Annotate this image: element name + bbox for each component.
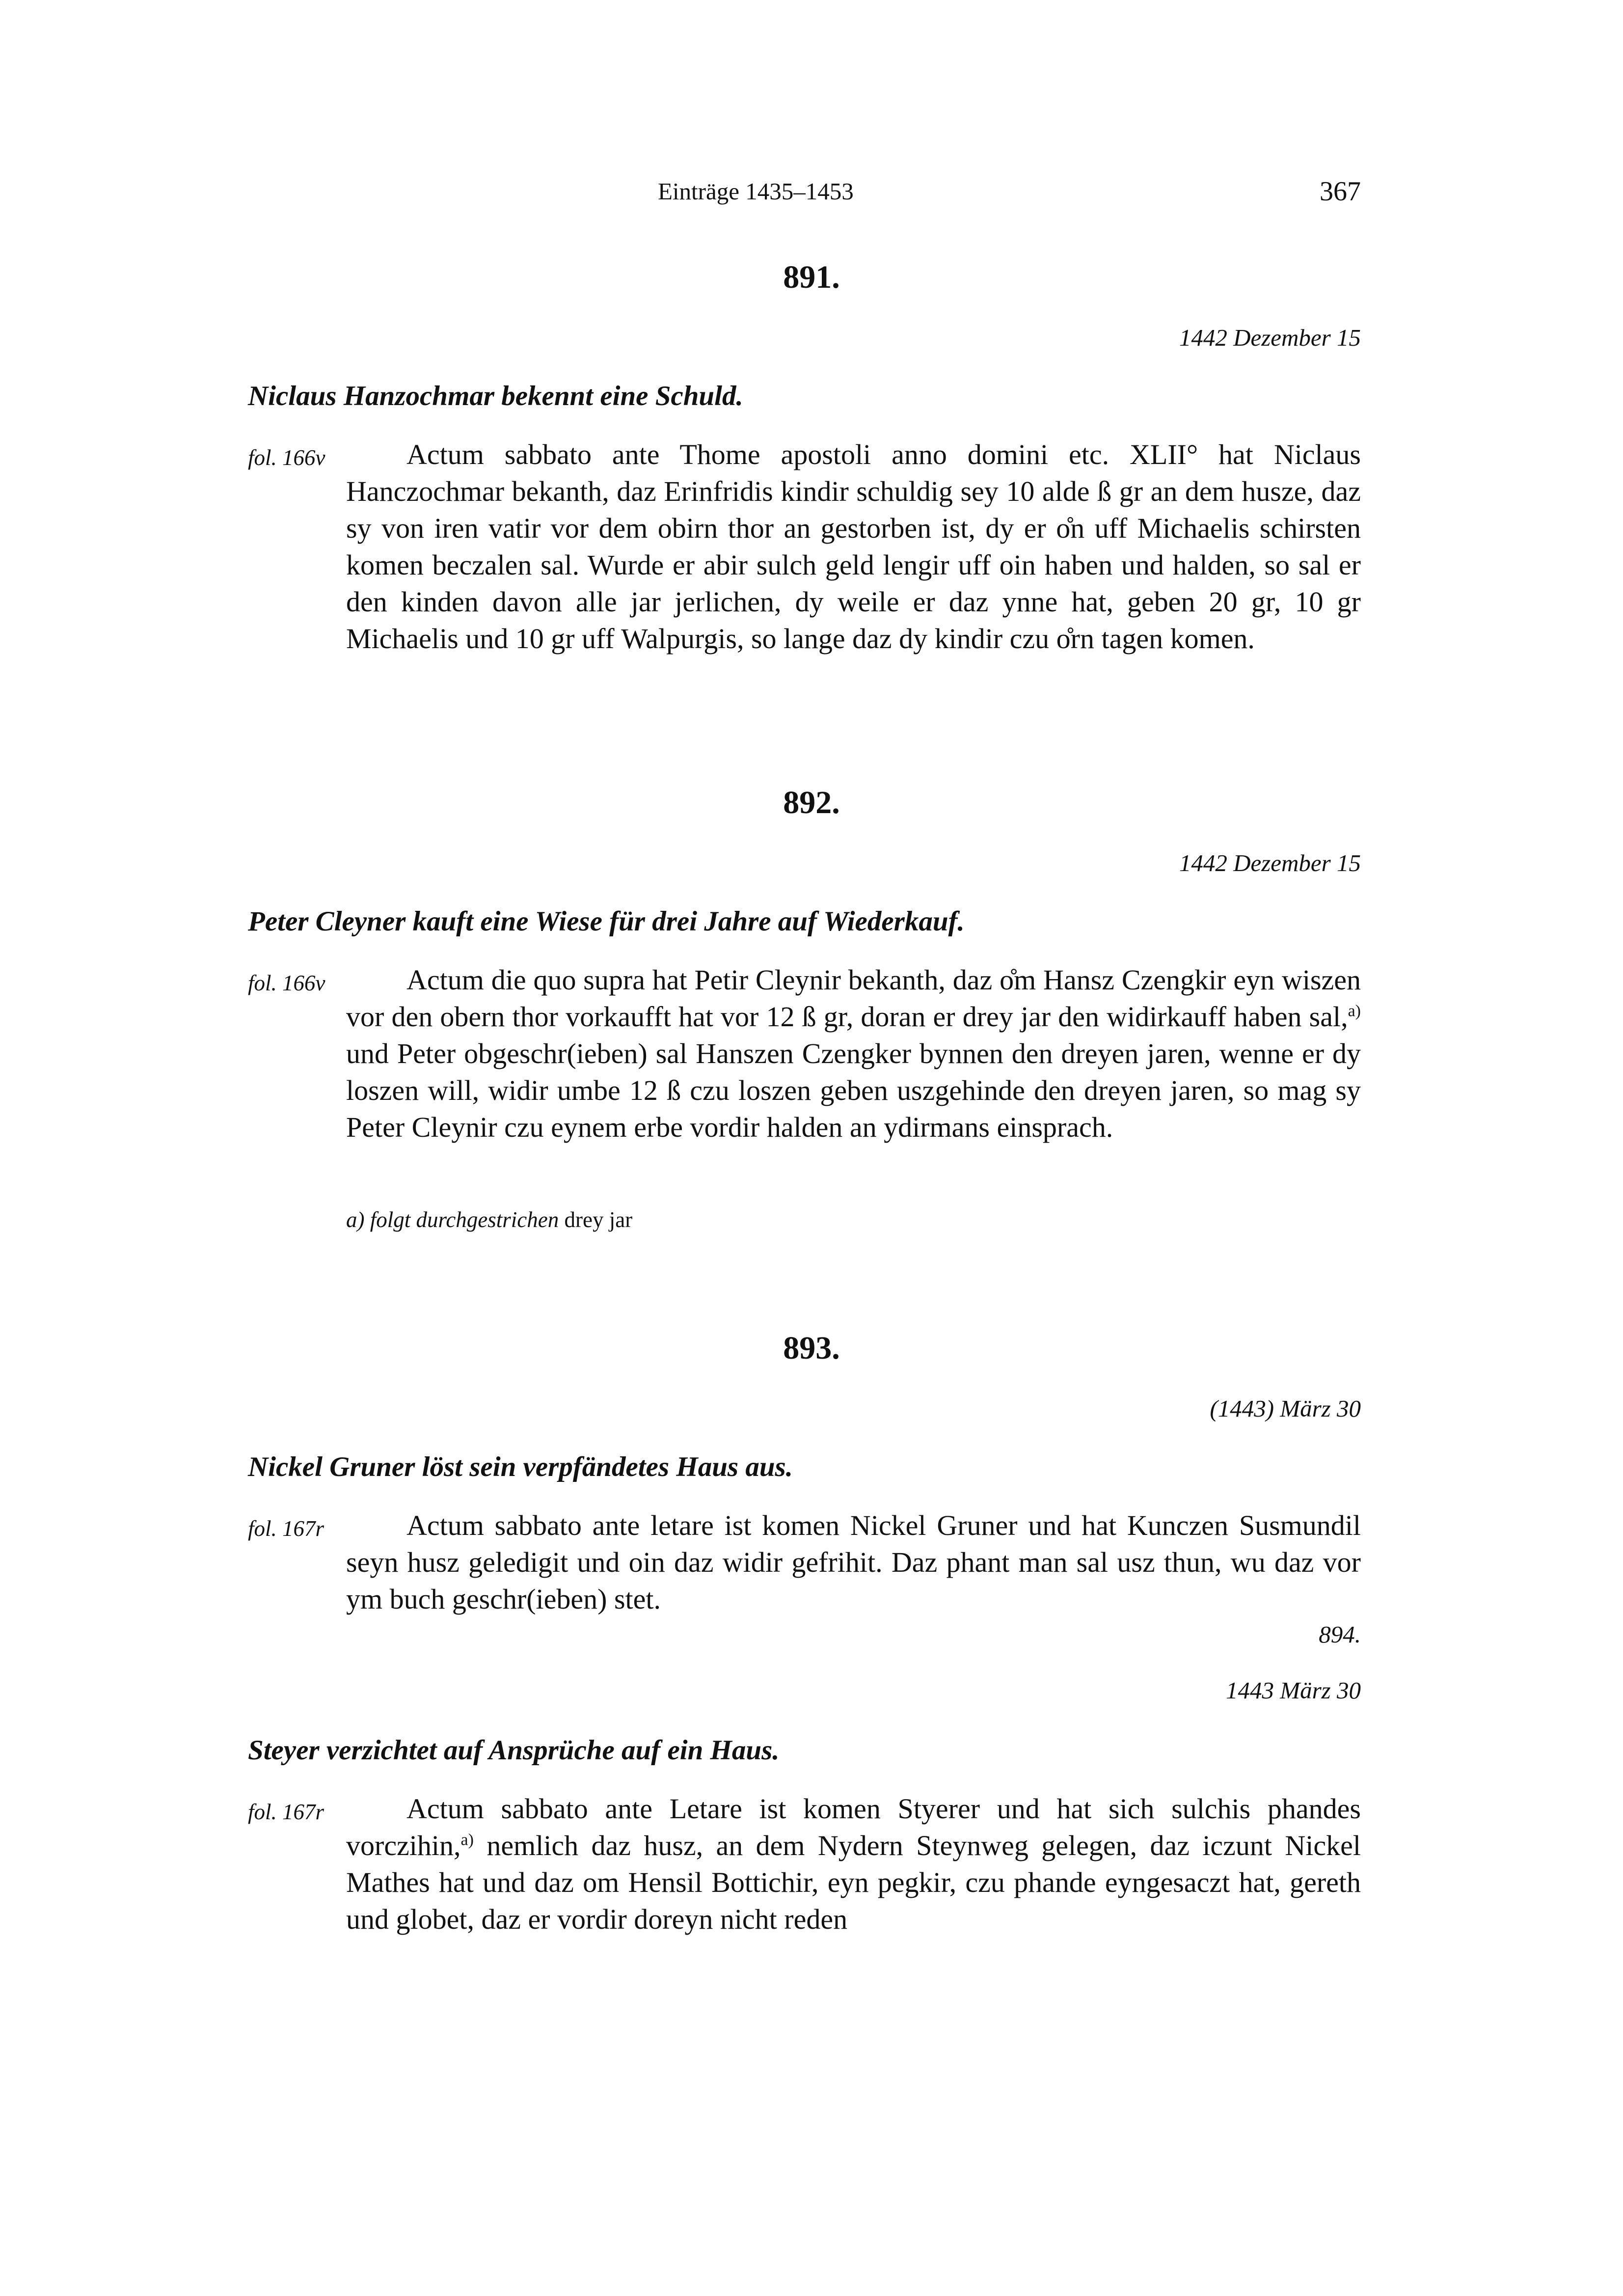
entry-text: [346, 436, 1361, 657]
entry-number: 893.: [783, 1330, 840, 1366]
entry-text-part: Actum die quo supra hat Petir Cleynir bekanth, daz o̊m Hansz Czengkir eyn wiszen vor den obern thor vorkaufft hat vor 12 ß gr, doran er drey jar den widirkauff haben sal,: [346, 964, 1361, 1033]
entry-cross-reference: 894.: [1319, 1621, 1361, 1648]
entry-text-part: nemlich daz husz, an dem Nydern Steynweg gelegen, daz iczunt Nickel Mathes hat und daz om Hensil Bottichir, eyn pegkir, czu phande eyngesaczt hat, gereth und globet, daz er vordir doreyn nicht reden: [346, 1830, 1361, 1935]
folio-reference: fol. 167r: [248, 1800, 325, 1824]
entry-text: [346, 1790, 1361, 1938]
footnote-note: a) folgt durchgestrichen: [346, 1207, 559, 1232]
entry-title: Nickel Gruner löst sein verpfändetes Haus aus.: [248, 1451, 793, 1482]
page-number: 367: [1320, 176, 1361, 207]
entry-text-part: und Peter obgeschr(ieben) sal Hanszen Czengker bynnen den dreyen jaren, wenne er dy loszen will, widir umbe 12 ß czu loszen geben uszgehinde den dreyen jaren, so mag sy Peter Cleynir czu eynem erbe vordir halden an ydirmans einsprach.: [346, 1038, 1361, 1143]
folio-reference: fol. 167r: [248, 1516, 325, 1541]
entry-date: 1443 März 30: [1226, 1677, 1361, 1704]
entry-title: Steyer verzichtet auf Ansprüche auf ein Haus.: [248, 1735, 780, 1766]
folio-reference: fol. 166v: [248, 971, 325, 995]
entry-text-part: Actum sabbato ante Letare ist komen Styerer und hat sich sulchis phandes vorczihin,: [346, 1793, 1361, 1861]
footnote-quote: drey jar: [564, 1207, 633, 1232]
entry-number: 891.: [783, 259, 840, 295]
running-head: Einträge 1435–1453: [658, 178, 854, 205]
entry-title: Peter Cleyner kauft eine Wiese für drei Jahre auf Wiederkauf.: [248, 906, 965, 937]
entry-number: 892.: [783, 785, 840, 820]
footnote: [346, 1209, 632, 1231]
entry-date: 1442 Dezember 15: [1179, 324, 1361, 351]
entry-title: Niclaus Hanzochmar bekennt eine Schuld.: [248, 381, 743, 411]
entry-text-part: Actum sabbato ante Thome apostoli anno domini etc. XLII° hat Niclaus Hanczochmar bekanth, daz Erinfridis kindir schuldig sey 10 alde ß gr an dem husze, daz sy von iren vatir vor dem obirn thor an gestorben ist, dy er o̊n uff Michaelis schirsten komen beczalen sal. Wurde er abir sulch geld lengir uff oin haben und halden, so sal er den kinden davon alle jar jerlichen, dy weile er daz ynne hat, geben 20 gr, 10 gr Michaelis und 10 gr uff Walpurgis, so lange daz dy kindir czu o̊rn tagen komen.: [346, 438, 1361, 655]
entry-text: [346, 961, 1361, 1146]
folio-reference: fol. 166v: [248, 445, 325, 470]
entry-text-part: Actum sabbato ante letare ist komen Nickel Gruner und hat Kunczen Susmundil seyn husz geledigit und oin daz widir gefrihit. Daz phant man sal usz thun, wu daz vor ym buch geschr(ieben) stet.: [346, 1509, 1361, 1615]
footnote-marker: a): [1348, 1002, 1361, 1020]
entry-text: [346, 1507, 1361, 1617]
footnote-marker: a): [460, 1831, 474, 1849]
entry-date: 1442 Dezember 15: [1179, 849, 1361, 876]
entry-date: (1443) März 30: [1210, 1395, 1361, 1422]
